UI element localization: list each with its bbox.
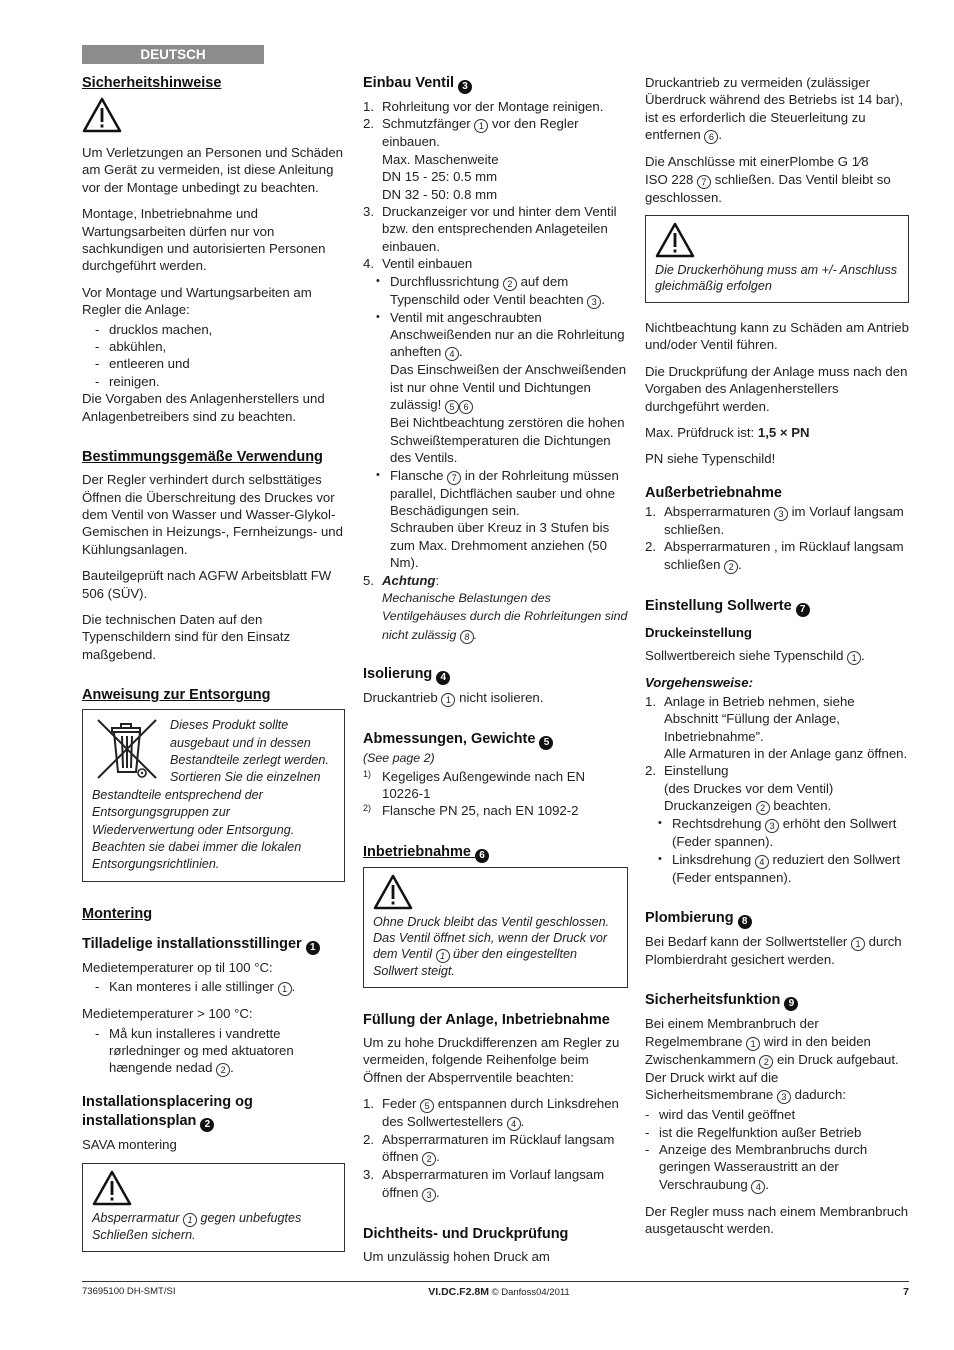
footer-divider [82, 1281, 909, 1282]
doc-number: 73695100 DH-SMT/SI [82, 1286, 176, 1297]
dicht-text: Um unzulässig hohen Druck am [363, 1248, 550, 1264]
list-item: 2. Absperrarmaturen im Rücklauf langsam öffnen 2 . [363, 1132, 615, 1165]
list-item: • Durchflussrichtung 2 auf dem Typenschild oder Ventil beachten 3 . [380, 273, 628, 309]
shutoff-warning-box: Absperrarmatur 1 gegen unbefugtes Schließen sichern. [82, 1163, 345, 1252]
warning-triangle-icon [92, 1170, 132, 1206]
list-item: 2) Flansche PN 25, nach EN 1092-2 [363, 803, 579, 819]
sava-text: SAVA montering [82, 1137, 177, 1153]
list-item: 2. Absperrarmaturen , im Rücklauf langsam schließen 2 . [645, 539, 904, 572]
usage-p2: Bauteilgeprüft nach AGFW Arbeitsblatt FW 506 (SÜV). [82, 568, 332, 601]
vorgehensweise-heading: Vorgehensweise: [645, 674, 753, 690]
list-item: - reinigen. [82, 373, 345, 390]
list-item: 2. Schmutzfänger 1 vor den Regler einbauen. Max. Maschenweite DN 15 - 25: 0.5 mm DN 32 - 50: 0.8 mm [363, 116, 579, 202]
list-item: • Ventil mit angeschraubten Anschweißenden nur an die Rohrleitung anheften 4 . Das Einschweißen der Anschweißenden ist nur ohne Ventil und Dichtungen zulässig! 5 6 Bei Nichtbeachtung zerstören die hohen Schweißtemperaturen die Dichtungen des Ventils. [380, 309, 628, 467]
plomb-text: Bei Bedarf kann der Sollwertsteller 1 durch Plombierdraht gesichert werden. [645, 933, 902, 967]
einstellung-heading: Einstellung Sollwerte 7 [645, 597, 909, 617]
dicht-heading: Dichtheits- und Druckprüfung [363, 1225, 569, 1242]
warning-triangle-icon [82, 97, 122, 133]
see-page-note: (See page 2) [363, 751, 435, 766]
footnote-list [363, 768, 628, 820]
isolierung-text: Druckantrieb 1 nicht isolieren. [363, 690, 544, 706]
einstellung-steps [645, 693, 909, 886]
safety-p2: Montage, Inbetriebnahme und Wartungsarbeiten dürfen nur von sachkundigen und autorisierten Personen durchgeführt werden. [82, 206, 326, 274]
list-item: - drucklos machen, [82, 321, 345, 338]
crossed-bin-icon [92, 716, 162, 782]
sicher-text: Bei einem Membranbruch der Regelmembrane 1 wird in den beiden Zwischenkammern 2 ein Druck aufgebaut. Der Druck wirkt auf die Sicherheitsmembrane 3 dadurch: [645, 1016, 899, 1103]
sicher-list [632, 1106, 909, 1194]
disposal-heading: Anweisung zur Entsorgung [82, 687, 271, 704]
list-item: - abkühlen, [82, 338, 345, 355]
list-item: - ist die Regelfunktion außer Betrieb [632, 1124, 909, 1141]
connections-text: Die Anschlüsse mit einerPlombe G 1⁄8 ISO 228 7 schließen. Das Ventil bleibt so geschlossen. [645, 154, 891, 205]
section-number-6: 6 [475, 849, 489, 863]
inbetrieb-heading: Inbetriebnahme 6 [363, 843, 628, 863]
install-positions-heading: Tilladelige installationsstillinger 1 [82, 935, 345, 955]
max-pressure-text: Max. Prüfdruck ist: 1,5 × PN [645, 425, 810, 441]
safety-p3: Vor Montage und Wartungsarbeiten am Regler die Anlage: [82, 284, 312, 318]
usage-heading: Bestimmungsgemäße Verwendung [82, 449, 323, 466]
list-item: 2. Einstellung (des Druckes vor dem Ventil) Druckanzeigen 2 beachten. • Rechtsdrehung 3 erhöht den Sollwert (Feder spannen). • Linksdrehung 4 reduziert den Sollwert (Feder entspannen). [645, 762, 909, 886]
safety-heading: Sicherheitshinweise [82, 75, 222, 91]
safety-p1: Um Verletzungen an Personen und Schäden am Gerät zu vermeiden, ist diese Anleitung vor der Montage unbedingt zu beachten. [82, 145, 343, 195]
usage-p1: Der Regler verhindert durch selbsttätiges Öffnen die Überschreitung des Druckes vor dem Ventil von Wasser und Wasser-Glykol-Gemischen in Heizungs-, Fernheizungs- und Kühlungsanlagen. [82, 472, 343, 557]
pressure-increase-warning-text: Die Druckerhöhung muss am +/- Anschluss gleichmäßig erfolgen [655, 263, 898, 294]
temp1-text: Medietemperaturer op til 100 °C: [82, 959, 273, 975]
column-1 [82, 74, 345, 1261]
ausser-heading: Außerbetriebnahme [645, 484, 782, 501]
pressure-warning-box: Ohne Druck bleibt das Ventil geschlossen. Das Ventil öffnet sich, wenn der Druck vor dem Ventil 1 über den eingestellten Sollwert steigt. [363, 867, 628, 988]
page-number: 7 [903, 1286, 909, 1298]
einbau-heading: Einbau Ventil 3 [363, 74, 628, 94]
sicher-heading: Sicherheitsfunktion 9 [645, 991, 909, 1011]
ausser-steps [645, 503, 909, 574]
list-item: - Må kun installeres i vandrette rørledninger og med aktuatoren hængende nedad 2 . [82, 1025, 345, 1078]
safety-p4: Die Vorgaben des Anlagenherstellers und Anlagenbetreibers sind zu beachten. [82, 391, 325, 424]
section-number-2: 2 [200, 1118, 214, 1132]
list-item: • Linksdrehung 4 reduziert den Sollwert (Feder entspannen). [662, 851, 909, 886]
column-2 [363, 74, 628, 1274]
montering-heading: Montering [82, 905, 153, 922]
section-number-5: 5 [539, 736, 553, 750]
warning-triangle-icon [655, 222, 695, 258]
disposal-text: Dieses Produkt sollte ausgebaut und in dessen Bestandteile zerlegt werden. Sortieren Sie die einzelnen Bestandteile entsprechend der Entsorgungsgruppen zur Wiederverwertung oder Entsorgung. Beachten sie dabei immer die lokalen Entsorgungsrichtlinien. [92, 718, 329, 872]
list-item: 1. Anlage in Betrieb nehmen, siehe Abschnitt “Füllung der Anlage, Inbetriebnahme”. Alle Armaturen in der Anlage ganz öffnen. [645, 693, 908, 761]
isolierung-heading: Isolierung 4 [363, 665, 628, 685]
section-number-8: 8 [738, 915, 752, 929]
pressure-increase-warning-box [645, 215, 909, 303]
temp2-list [82, 1025, 345, 1078]
range-text: Sollwertbereich siehe Typenschild 1 . [645, 647, 865, 663]
section-number-4: 4 [436, 671, 450, 685]
list-item: - entleeren und [82, 355, 345, 372]
column-3 [645, 74, 909, 1247]
list-item: • Flansche 7 in der Rohrleitung müssen parallel, Dichtflächen sauber und ohne Beschädigungen sein. Schrauben über Kreuz in 3 Stufen bis zum Max. Drehmoment anziehen (50 Nm). [380, 467, 628, 572]
sicher-final: Der Regler muss nach einem Membranbruch ausgetauscht werden. [645, 1203, 909, 1237]
list-item: 1) Kegeliges Außengewinde nach EN 10226-1 [363, 768, 586, 801]
section-number-7: 7 [796, 603, 810, 617]
pn-text: PN siehe Typenschild! [645, 451, 776, 467]
list-item: 4. Ventil einbauen • Durchflussrichtung 2 auf dem Typenschild oder Ventil beachten 3 . • Ventil mit angeschraubten Anschweißenden nur an die Rohrleitung anheften 4 . Das Einschweißen der Anschweißenden ist nur ohne Ventil und Dichtungen zulässig! 5 6 Bei Nichtbeachtung zerstören die hohen Schweißtemperaturen die Dichtungen des Ventils. • Flansche 7 in der Rohrleitung müssen parallel, Dichtflächen sauber und ohne Beschädigungen sein. Schrauben über Kreuz in 3 Stufen bis zum Max. Drehmoment anziehen (50 Nm). [363, 255, 628, 571]
fuellung-p1: Um zu hohe Druckdifferenzen am Regler zu vermeiden, folgende Reihenfolge beim Öffnen der Absperrventile beachten: [363, 1034, 620, 1085]
plomb-heading: Plombierung 8 [645, 909, 909, 929]
abmessungen-heading: Abmessungen, Gewichte 5 [363, 730, 628, 750]
einbau-steps [363, 98, 628, 644]
list-item: - Anzeige des Membranbruchs durch geringen Wasseraustritt an der Verschraubung 4 . [632, 1141, 909, 1194]
pruef-text: Die Druckprüfung der Anlage muss nach den Vorgaben des Anlagenherstellers durchgeführt werden. [645, 363, 908, 414]
section-number-9: 9 [784, 997, 798, 1011]
section-number-3: 3 [458, 80, 472, 94]
section-number-1: 1 [306, 941, 320, 955]
temp1-list [82, 978, 345, 996]
list-item: 1. Rohrleitung vor der Montage reinigen. [363, 99, 604, 114]
warning-triangle-icon [373, 874, 413, 910]
list-item: • Rechtsdrehung 3 erhöht den Sollwert (Feder spannen). [662, 815, 909, 850]
list-item: 5. Achtung: Mechanische Belastungen des Ventilgehäuses durch die Rohrleitungen sind nicht zulässig 8 . [363, 572, 628, 642]
temp2-text: Medietemperaturer > 100 °C: [82, 1006, 253, 1022]
druckeinstellung-heading: Druckeinstellung [645, 624, 752, 640]
nicht-text: Nichtbeachtung kann zu Schäden am Antrieb und/oder Ventil führen. [645, 320, 909, 353]
list-item: - Kan monteres i alle stillinger 1 . [82, 978, 345, 996]
install-plan-heading: Installationsplacering og installationsplan 2 [82, 1094, 253, 1131]
disposal-box [82, 709, 345, 882]
list-item: - wird das Ventil geöffnet [632, 1106, 909, 1123]
fuellung-steps [363, 1095, 628, 1202]
list-item: 3. Druckanzeiger vor und hinter dem Ventil bzw. den entsprechenden Anlageteilen einbauen. [363, 204, 617, 254]
doc-code: VI.DC.F2.8M © Danfoss04/2011 [428, 1286, 570, 1298]
list-item: 1. Feder 5 entspannen durch Linksdrehen des Sollwertestellers 4 . [363, 1096, 619, 1129]
list-item: 3. Absperrarmaturen im Vorlauf langsam öffnen 3 . [363, 1167, 605, 1200]
language-tab: DEUTSCH [82, 45, 264, 64]
continued-text: Druckantrieb zu vermeiden (zulässiger Überdruck während des Betriebs ist 14 bar), ist es erforderlich die Steuerleitung zu entfernen 6 . [645, 75, 904, 143]
list-item: 1. Absperrarmaturen 3 im Vorlauf langsam schließen. [645, 503, 904, 537]
safety-list [82, 321, 345, 391]
usage-p3: Die technischen Daten auf den Typenschildern sind für den Einsatz maßgebend. [82, 611, 291, 662]
fuellung-heading: Füllung der Anlage, Inbetriebnahme [363, 1011, 610, 1028]
